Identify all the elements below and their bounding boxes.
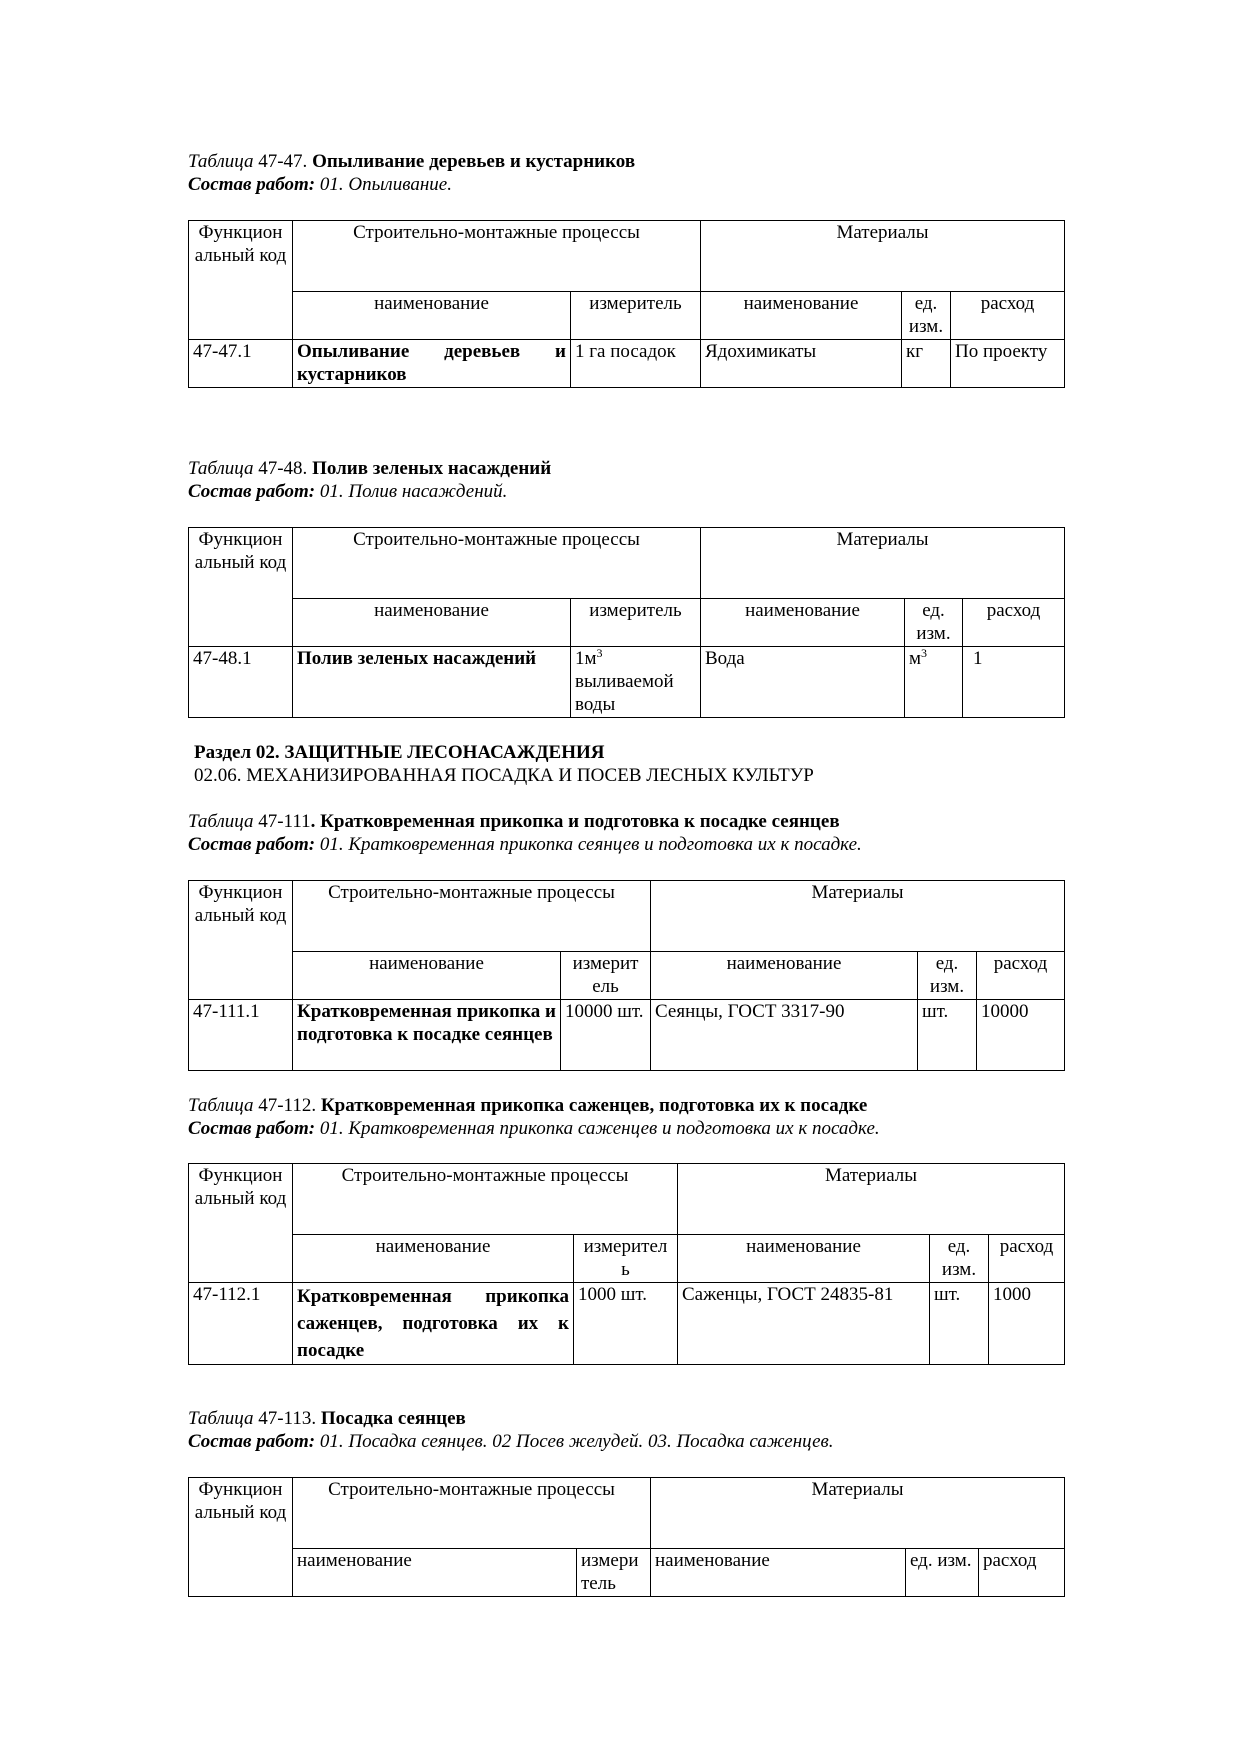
header-processes: Строительно-монтажные процессы — [293, 221, 701, 292]
col-unit: ед. изм. — [930, 1235, 989, 1283]
col-rate: расход — [963, 599, 1065, 647]
table-47-111-caption: Таблица 47-111. Кратковременная прикопка и подготовка к посадке сеянцев Состав работ: 01. Кратковременная прикопка сеянцев и подготовка их к посадке. — [188, 811, 862, 855]
col-name: наименование — [293, 1235, 574, 1283]
header-processes: Строительно-монтажные процессы — [293, 1478, 651, 1549]
cell-code: 47-48.1 — [189, 647, 293, 718]
table-label: Таблица — [188, 151, 254, 172]
col-meter: измеритель — [571, 292, 701, 340]
col-unit: ед. изм. — [905, 599, 963, 647]
composition-text: 01. Кратковременная прикопка сеянцев и подготовка их к посадке. — [319, 834, 862, 855]
table-title: Посадка сеянцев — [320, 1408, 466, 1429]
col-rate: расход — [979, 1549, 1065, 1597]
table-number: 47-112. — [258, 1095, 317, 1116]
header-materials: Материалы — [701, 221, 1065, 292]
cell-unit: $м^3$ — [905, 647, 963, 718]
table-row — [189, 647, 1065, 718]
table-label: Таблица — [188, 1408, 254, 1429]
table-47-48 — [188, 527, 1065, 718]
col-unit: ед. изм. — [902, 292, 951, 340]
cell-material: Сеянцы, ГОСТ 3317-90 — [651, 1000, 918, 1071]
table-47-48-caption: Таблица 47-48. Полив зеленых насаждений Состав работ: 01. Полив насаждений. — [188, 458, 552, 502]
table-label: Таблица — [188, 1095, 254, 1116]
table-47-112 — [188, 1163, 1065, 1365]
cell-unit: шт. — [930, 1283, 989, 1365]
col-material-name: наименование — [678, 1235, 930, 1283]
composition-label: Состав работ — [188, 174, 309, 195]
table-47-47-caption: Таблица 47-47. Опыливание деревьев и кустарников Состав работ: 01. Опыливание. — [188, 151, 636, 195]
table-row — [189, 340, 1065, 388]
cell-meter: 10000 шт. — [561, 1000, 651, 1071]
col-name: наименование — [293, 292, 571, 340]
col-material-name: наименование — [701, 292, 902, 340]
table-title: Полив зеленых насаждений — [312, 458, 552, 479]
table-title: . Кратковременная прикопка и подготовка к посадке сеянцев — [310, 811, 840, 832]
table-label: Таблица — [188, 811, 254, 832]
cell-material: Ядохимикаты — [701, 340, 902, 388]
header-materials: Материалы — [651, 881, 1065, 952]
cell-code: 47-47.1 — [189, 340, 293, 388]
header-code: Функцион альный код — [189, 1478, 293, 1597]
composition-text: 01. Опыливание. — [319, 174, 452, 195]
col-meter: измерител ь — [574, 1235, 678, 1283]
col-unit: ед. изм. — [906, 1549, 979, 1597]
cell-name: Полив зеленых насаждений — [293, 647, 571, 718]
cell-code: 47-112.1 — [189, 1283, 293, 1365]
cell-name: Кратковременная прикопка саженцев, подготовка их к посадке — [293, 1283, 574, 1365]
table-number: 47-111 — [258, 811, 311, 832]
table-title: Кратковременная прикопка саженцев, подготовка их к посадке — [320, 1095, 868, 1116]
cell-name: Кратковременная прикопка и подготовка к посадке сеянцев — [293, 1000, 561, 1071]
cell-unit: кг — [902, 340, 951, 388]
composition-label: Состав работ — [188, 834, 309, 855]
composition-text: 01. Кратковременная прикопка саженцев и подготовка их к посадке. — [319, 1118, 880, 1139]
table-47-111 — [188, 880, 1065, 1071]
cell-name: Опыливание деревьев и кустарников — [293, 340, 571, 388]
col-name: наименование — [293, 952, 561, 1000]
cell-rate: По проекту — [951, 340, 1065, 388]
table-row — [189, 1000, 1065, 1071]
col-name: наименование — [293, 599, 571, 647]
header-code: Функцион альный код — [189, 221, 293, 340]
table-number: 47-113. — [258, 1408, 317, 1429]
col-material-name: наименование — [651, 1549, 906, 1597]
col-unit: ед. изм. — [918, 952, 977, 1000]
cell-rate: 1000 — [989, 1283, 1065, 1365]
composition-text: 01. Посадка сеянцев. 02 Посев желудей. 03. Посадка саженцев. — [319, 1431, 834, 1452]
cell-code: 47-111.1 — [189, 1000, 293, 1071]
composition-label: Состав работ — [188, 1118, 309, 1139]
header-code: Функцион альный код — [189, 528, 293, 647]
header-processes: Строительно-монтажные процессы — [293, 528, 701, 599]
header-processes: Строительно-монтажные процессы — [293, 1164, 678, 1235]
header-materials: Материалы — [678, 1164, 1065, 1235]
header-code: Функцион альный код — [189, 1164, 293, 1283]
col-rate: расход — [977, 952, 1065, 1000]
cell-meter: 1 га посадок — [571, 340, 701, 388]
cell-meter: $1м^3$ выливаемой воды — [571, 647, 701, 718]
table-label: Таблица — [188, 458, 254, 479]
table-47-47 — [188, 220, 1065, 388]
table-number: 47-47. — [258, 151, 308, 172]
cell-material: Вода — [701, 647, 905, 718]
col-rate: расход — [989, 1235, 1065, 1283]
header-materials: Материалы — [701, 528, 1065, 599]
composition-label: Состав работ — [188, 1431, 309, 1452]
cell-meter: 1000 шт. — [574, 1283, 678, 1365]
col-meter: измеритель — [571, 599, 701, 647]
cell-rate: 10000 — [977, 1000, 1065, 1071]
col-meter: измери тель — [577, 1549, 651, 1597]
cell-rate: 1 — [963, 647, 1065, 718]
col-rate: расход — [951, 292, 1065, 340]
header-processes: Строительно-монтажные процессы — [293, 881, 651, 952]
table-row — [189, 1283, 1065, 1365]
col-material-name: наименование — [651, 952, 918, 1000]
table-47-112-caption: Таблица 47-112. Кратковременная прикопка саженцев, подготовка их к посадке Состав работ: 01. Кратковременная прикопка саженцев и подготовка их к посадке. — [188, 1095, 880, 1139]
header-materials: Материалы — [651, 1478, 1065, 1549]
cell-material: Саженцы, ГОСТ 24835-81 — [678, 1283, 930, 1365]
section-subtitle: 02.06. МЕХАНИЗИРОВАННАЯ ПОСАДКА И ПОСЕВ ЛЕСНЫХ КУЛЬТУР — [194, 765, 814, 786]
section-title: Раздел 02. ЗАЩИТНЫЕ ЛЕСОНАСАЖДЕНИЯ — [194, 742, 605, 763]
col-name: наименование — [293, 1549, 577, 1597]
cell-unit: шт. — [918, 1000, 977, 1071]
table-number: 47-48. — [258, 458, 308, 479]
header-code: Функцион альный код — [189, 881, 293, 1000]
col-meter: измерит ель — [561, 952, 651, 1000]
composition-text: 01. Полив насаждений. — [319, 481, 508, 502]
col-material-name: наименование — [701, 599, 905, 647]
table-47-113-caption: Таблица 47-113. Посадка сеянцев Состав работ: 01. Посадка сеянцев. 02 Посев желудей. 03. Посадка саженцев. — [188, 1408, 834, 1452]
composition-label: Состав работ — [188, 481, 309, 502]
table-title: Опыливание деревьев и кустарников — [312, 151, 636, 172]
table-47-113 — [188, 1477, 1065, 1597]
